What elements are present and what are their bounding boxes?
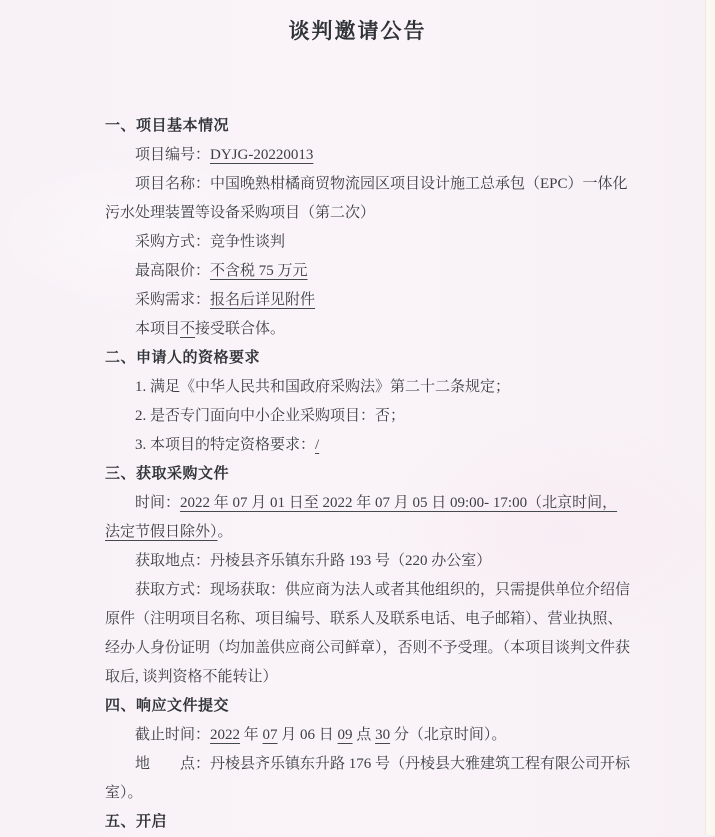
underlined-text: 09 [337, 727, 353, 743]
document-line [105, 779, 625, 808]
text-segment: 经办人身份证明（均加盖供应商公司鲜章），否则不予受理。（本项目谈判文件获 [105, 640, 631, 656]
underlined-text: 2022 年 07 月 01 日至 2022 年 07 月 05 日 09:00- 17:00（北京时间， [180, 495, 618, 511]
text-segment: 1. 满足《中华人民共和国政府采购法》第二十二条规定； [135, 379, 511, 395]
text-segment: 二、申请人的资格要求 [105, 350, 261, 366]
document-line [105, 228, 625, 257]
document-line [105, 634, 631, 663]
text-segment: 采购需求： [135, 292, 211, 308]
text-segment: 地 点：丹棱县齐乐镇东升路 176 号（丹棱县大雅建筑工程有限公司开标 [135, 756, 631, 772]
text-segment: 截止时间： [135, 727, 211, 743]
document-line [105, 547, 625, 576]
underlined-text: 报名后详见附件 [210, 292, 316, 308]
text-segment: 三、获取采购文件 [105, 466, 230, 482]
text-segment: 分（北京时间）。 [390, 727, 507, 743]
document-line [105, 663, 625, 692]
document-line [105, 257, 625, 286]
underlined-text: 2022 [210, 727, 241, 743]
text-segment: 室）。 [105, 785, 143, 801]
document-line [105, 576, 631, 605]
text-segment: 采购方式：竞争性谈判 [135, 234, 286, 250]
section-heading [105, 460, 625, 489]
document-line [105, 286, 625, 315]
document-line [105, 170, 628, 199]
text-segment: 点 [352, 727, 376, 743]
document-line [105, 373, 625, 402]
text-segment: 本项目 [135, 321, 181, 337]
document-line [105, 315, 625, 344]
underlined-text: / [315, 437, 320, 453]
text-segment: 项目名称：中国晚熟柑橘商贸物流园区项目设计施工总承包（EPC）一体化 [135, 176, 628, 192]
document-title: 谈判邀请公告 [288, 19, 427, 43]
text-segment: 时间： [135, 495, 181, 511]
text-segment: 五、开启 [105, 814, 168, 830]
underlined-text: DYJG-20220013 [210, 147, 314, 163]
document-line [105, 518, 625, 547]
text-segment: 获取地点：丹棱县齐乐镇东升路 193 号（220 办公室） [135, 553, 492, 569]
text-segment: 2. 是否专门面向中小企业采购项目：否； [135, 408, 406, 424]
document-line [105, 489, 625, 518]
text-segment: 年 [240, 727, 263, 743]
text-segment: 四、响应文件提交 [105, 698, 230, 714]
text-segment: 取后, 谈判资格不能转让） [105, 669, 278, 685]
text-segment: 原件（注明项目名称、项目编号、联系人及联系电话、电子邮箱）、营业执照、 [105, 611, 623, 627]
underlined-text: 30 [375, 727, 391, 743]
text-segment: 。 [217, 524, 233, 540]
document-line [105, 431, 625, 460]
section-heading [105, 344, 625, 373]
text-segment: 一、项目基本情况 [105, 118, 230, 134]
text-segment: 获取方式：现场获取：供应商为法人或者其他组织的，只需提供单位介绍信 [135, 582, 631, 598]
document-line [105, 721, 625, 750]
text-segment: 月 06 日 [277, 727, 338, 743]
underlined-text: 法定节假日除外） [105, 524, 218, 540]
document-line [105, 750, 631, 779]
document-line [105, 605, 625, 634]
text-segment: 接受联合体。 [195, 321, 286, 337]
underlined-text: 不 [180, 321, 196, 337]
section-heading [105, 808, 625, 837]
document-line [105, 402, 625, 431]
underlined-text: 不含税 75 万元 [210, 263, 308, 279]
section-heading [105, 692, 625, 721]
text-segment: 3. 本项目的特定资格要求： [135, 437, 316, 453]
text-segment: 最高限价： [135, 263, 211, 279]
section-heading [105, 112, 625, 141]
document-body [105, 112, 631, 837]
scan-edge-artifact [705, 0, 715, 835]
document-line [105, 199, 625, 228]
document-line [105, 141, 625, 170]
underlined-text: 07 [262, 727, 278, 743]
text-segment: 项目编号： [135, 147, 211, 163]
text-segment: 污水处理装置等设备采购项目（第二次） [105, 205, 376, 221]
